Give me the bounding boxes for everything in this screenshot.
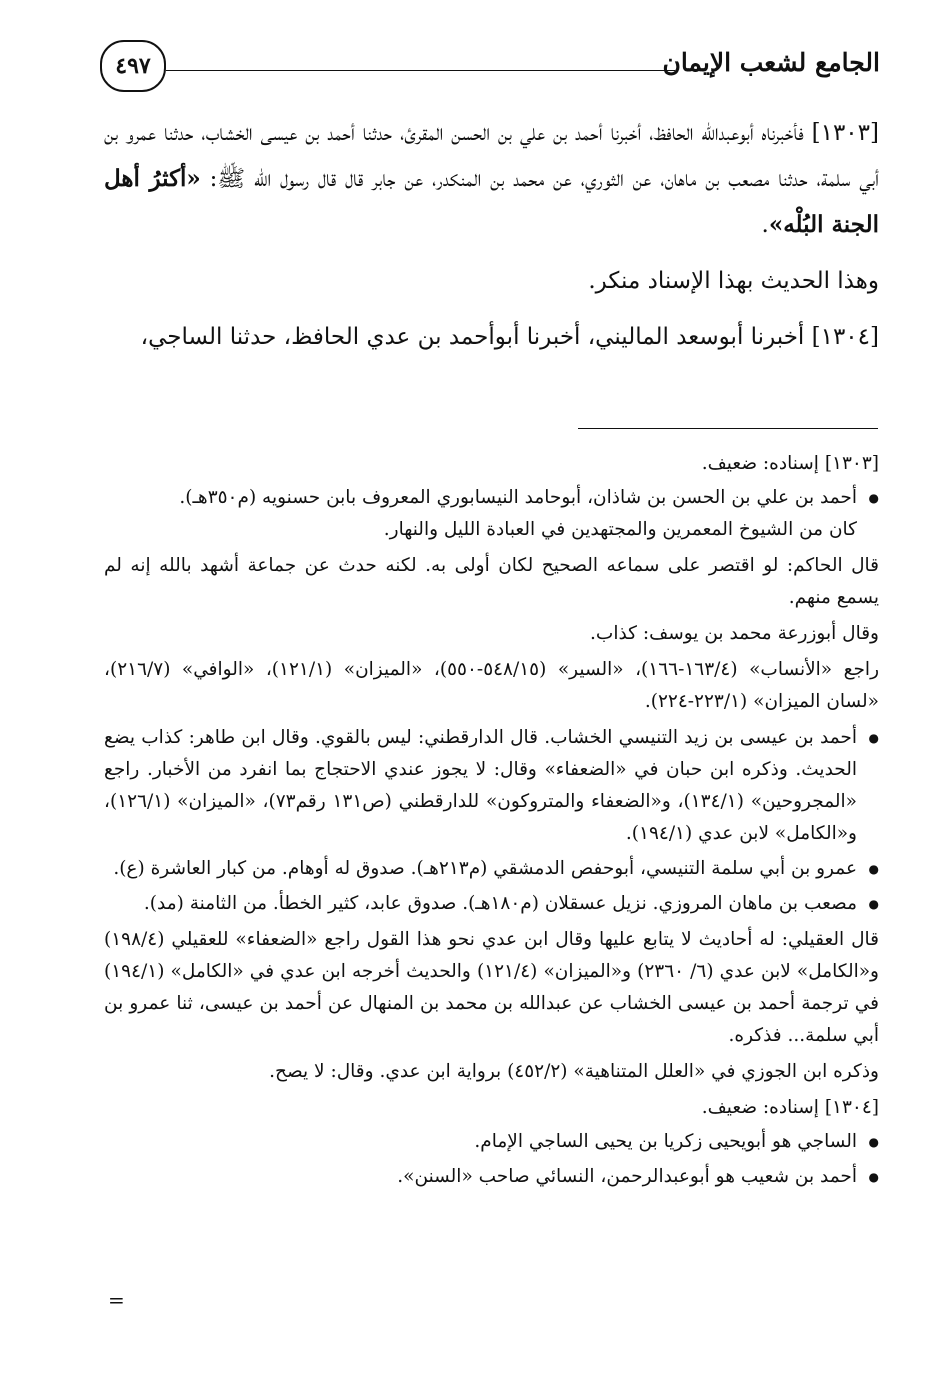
note-narrator-5: ● الساجي هو أبويحيى زكريا بن يحيى الساجي الإمام. bbox=[104, 1126, 879, 1158]
hadith-1303 bbox=[104, 110, 879, 248]
continuation-mark: = bbox=[108, 1288, 125, 1312]
running-header bbox=[100, 38, 880, 98]
note-narrator-4: ● مصعب بن ماهان المروزي. نزيل عسقلان (م١٨٠هـ). صدوق عابد، كثير الخطأ. من الثامنة (مد). bbox=[104, 888, 879, 920]
hadith-1303-end: . bbox=[761, 212, 769, 238]
hadith-1304: [١٣٠٤] أخبرنا أبوسعد الماليني، أخبرنا أبوأحمد بن عدي الحافظ، حدثنا الساجي، bbox=[140, 324, 879, 350]
note-narrator-2: ● أحمد بن عيسى بن زيد التنيسي الخشاب. قال الدارقطني: ليس بالقوي. وقال ابن طاهر: كذاب يضع الحديث. وذكره ابن حبان في «الضعفاء» وقال: لا يجوز عندي الاحتجاج بما انفرد من الأخبار. راجع «المجروحين» (١٣٤/١)، و«الضعفاء والمتروكون» للدارقطني (ص١٣١ رقم٧٣)، «الميزان» (١٢٦/١)، و«الكامل» لابن عدي (١٩٤/١). bbox=[104, 722, 879, 850]
main-text bbox=[104, 110, 879, 370]
note-ibn-jawzi: وذكره ابن الجوزي في «العلل المتناهية» (٤٥٢/٢) برواية ابن عدي. وقال: لا يصح. bbox=[269, 1061, 879, 1082]
note-narrator-1-line1: أحمد بن علي بن الحسن بن شاذان، أبوحامد النيسابوري المعروف بابن حسنويه (م٣٥٠هـ). bbox=[179, 487, 857, 508]
note-1304-heading: [١٣٠٤] إسناده: ضعيف. bbox=[701, 1097, 879, 1118]
note-narrator-1-line2: كان من الشيوخ المعمرين والمجتهدين في العبادة الليل والنهار. bbox=[383, 519, 857, 540]
hadith-1303-matn: «أكثرُ أهل الجنة البُلْه» bbox=[104, 165, 879, 238]
note-hakim: قال الحاكم: لو اقتصر على سماعه الصحيح لكان أولى به. لكنه حدث عن جماعة أشهد بالله إنه لم يسمع منهم. bbox=[104, 555, 879, 608]
hadith-remark: وهذا الحديث بهذا الإسناد منكر. bbox=[588, 268, 879, 294]
note-narrator-1 bbox=[104, 482, 879, 546]
note-narrator-6: ● أحمد بن شعيب هو أبوعبدالرحمن، النسائي صاحب «السنن». bbox=[104, 1161, 879, 1193]
footnote-separator bbox=[578, 428, 878, 429]
note-refs-1: راجع «الأنساب» (١٦٣/٤-١٦٦)، «السير» (٥٤٨/١٥-٥٥٠)، «الميزان» (١٢١/١)، «الوافي» (٢١٦/٧)، «لسان الميزان» (٢٢٣/١-٢٢٤). bbox=[104, 659, 880, 712]
page-number: ٤٩٧ bbox=[100, 40, 166, 92]
book-title: الجامع لشعب الإيمان bbox=[662, 48, 880, 77]
note-1303-heading: [١٣٠٣] إسناده: ضعيف. bbox=[701, 453, 879, 474]
footnotes bbox=[104, 448, 879, 1196]
note-uqayli: قال العقيلي: له أحاديث لا يتابع عليها وقال ابن عدي نحو هذا القول راجع «الضعفاء» للعقيلي (١٩٨/٤) و«الكامل» لابن عدي (٦/ ٢٣٦٠) و«الميزان» (١٢١/٤) والحديث أخرجه ابن عدي في «الكامل» (١٩٤/١) في ترجمة أحمد بن عيسى الخشاب عن عبدالله بن محمد بن المنهال عن أحمد بن عيسى، ثنا عمرو بن أبي سلمة... فذكره. bbox=[104, 929, 879, 1046]
note-narrator-3: ● عمرو بن أبي سلمة التنيسي، أبوحفص الدمشقي (م٢١٣هـ). صدوق له أوهام. من كبار العاشرة (ع). bbox=[104, 853, 879, 885]
header-rule bbox=[166, 70, 675, 71]
note-abuzura: وقال أبوزرعة محمد بن يوسف: كذاب. bbox=[590, 623, 879, 644]
hadith-1303-chain: [١٣٠٣] فأخبرناه أبوعبدالله الحافظ، أخبرنا أحمد بن علي بن الحسن المقرئ، حدثنا أحمد بن عيسى الخشاب، حدثنا عمرو بن أبي سلمة، حدثنا مصعب بن ماهان، عن الثوري، عن محمد بن المنكدر، عن جابر قال قال رسول الله ﷺ: bbox=[104, 120, 880, 192]
